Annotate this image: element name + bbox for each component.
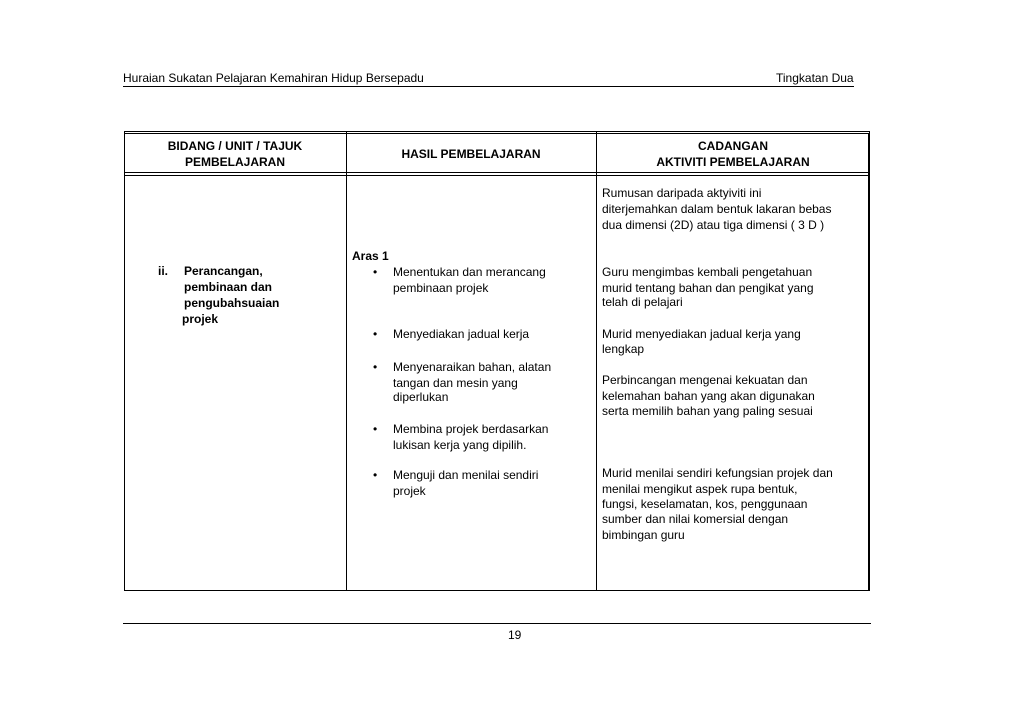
activity-line: Guru mengimbas kembali pengetahuan xyxy=(602,265,813,279)
bullet-icon: • xyxy=(373,265,378,279)
outcome-line: projek xyxy=(393,484,426,498)
outcome-line: Menyenaraikan bahan, alatan xyxy=(393,360,552,374)
topic-line: pengubahsuaian xyxy=(184,296,280,310)
topic-line: projek xyxy=(182,312,219,326)
table-column-divider-2 xyxy=(596,131,597,591)
activity-line: dua dimensi (2D) atau tiga dimensi ( 3 D ) xyxy=(602,218,825,232)
table-header-separator xyxy=(124,172,870,173)
table-top-double-line xyxy=(124,133,870,134)
activity-line: Murid menilai sendiri kefungsian projek dan xyxy=(602,466,833,480)
col1-header-line2: PEMBELAJARAN xyxy=(184,155,285,169)
header-rule xyxy=(123,86,854,87)
activity-line: sumber dan nilai komersial dengan xyxy=(602,512,789,526)
activity-line: Rumusan daripada aktyiviti ini xyxy=(602,186,762,200)
bullet-icon: • xyxy=(373,468,378,482)
activity-line: fungsi, keselamatan, kos, penggunaan xyxy=(602,497,808,511)
footer-rule xyxy=(123,623,871,624)
outcome-line: tangan dan mesin yang xyxy=(393,376,518,390)
outcome-line: Menentukan dan merancang xyxy=(393,265,546,279)
col3-header-line2: AKTIVITI PEMBELAJARAN xyxy=(656,155,810,169)
col3-header-line1: CADANGAN xyxy=(698,139,768,153)
activity-line: serta memilih bahan yang paling sesuai xyxy=(602,404,813,418)
outcome-line: lukisan kerja yang dipilih. xyxy=(393,438,527,452)
level-label: Aras 1 xyxy=(352,249,389,263)
outcome-line: Menguji dan menilai sendiri xyxy=(393,468,539,482)
bullet-icon: • xyxy=(373,422,378,436)
page-number: 19 xyxy=(508,628,522,642)
header-form-level: Tingkatan Dua xyxy=(776,71,854,85)
outcome-line: Membina projek berdasarkan xyxy=(393,422,549,436)
col2-header: HASIL PEMBELAJARAN xyxy=(401,147,541,161)
bullet-icon: • xyxy=(373,327,378,341)
activity-line: telah di pelajari xyxy=(602,295,683,309)
outcome-line: pembinaan projek xyxy=(393,281,489,295)
activity-line: Murid menyediakan jadual kerja yang xyxy=(602,327,801,341)
activity-line: diterjemahkan dalam bentuk lakaran bebas xyxy=(602,202,832,216)
table-header-separator-double xyxy=(124,175,870,176)
activity-line: kelemahan bahan yang akan digunakan xyxy=(602,389,815,403)
outcome-line: diperlukan xyxy=(393,390,449,404)
activity-line: bimbingan guru xyxy=(602,528,685,542)
topic-line: Perancangan, xyxy=(184,264,263,278)
table-column-divider-1 xyxy=(346,131,347,591)
topic-line: pembinaan dan xyxy=(184,280,273,294)
bullet-icon: • xyxy=(373,360,378,374)
topic-marker: ii. xyxy=(158,264,169,278)
activity-line: lengkap xyxy=(602,342,645,356)
header-document-title: Huraian Sukatan Pelajaran Kemahiran Hidup Bersepadu xyxy=(123,71,424,85)
table-right-double-line xyxy=(868,133,869,591)
activity-line: menilai mengikut aspek rupa bentuk, xyxy=(602,482,798,496)
outcome-line: Menyediakan jadual kerja xyxy=(393,327,530,341)
activity-line: murid tentang bahan dan pengikat yang xyxy=(602,281,814,295)
col1-header-line1: BIDANG / UNIT / TAJUK xyxy=(167,139,303,153)
activity-line: Perbincangan mengenai kekuatan dan xyxy=(602,373,808,387)
